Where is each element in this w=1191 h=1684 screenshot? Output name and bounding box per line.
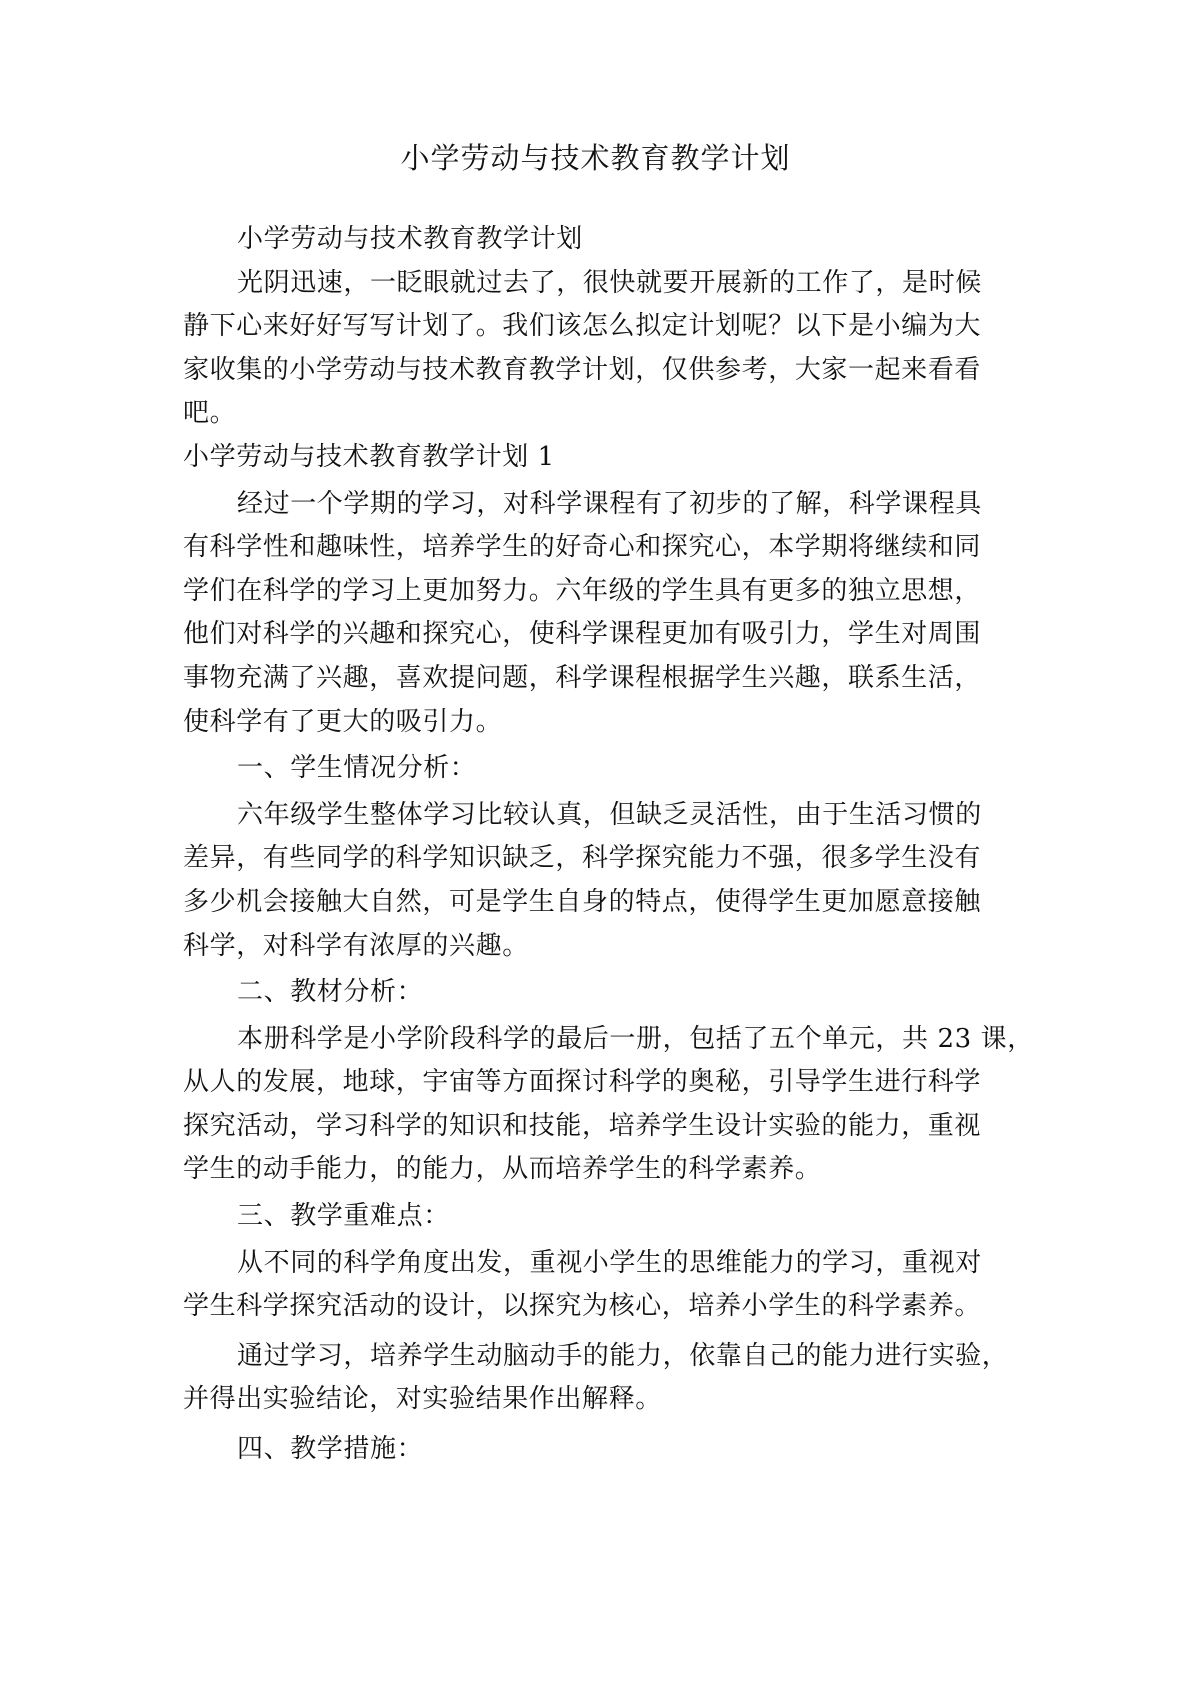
paragraph-line: 差异，有些同学的科学知识缺乏，科学探究能力不强，很多学生没有 xyxy=(183,843,982,874)
paragraph-line: 学生的动手能力，的能力，从而培养学生的科学素养。 xyxy=(183,1154,822,1185)
paragraph-line: 经过一个学期的学习，对科学课程有了初步的了解，科学课程具 xyxy=(237,488,982,519)
paragraph-line: 他们对科学的兴趣和探究心，使科学课程更加有吸引力，学生对周围 xyxy=(183,619,982,650)
paragraph-line: 静下心来好好写写计划了。我们该怎么拟定计划呢？以下是小编为大 xyxy=(183,311,982,342)
paragraph-line: 多少机会接触大自然，可是学生自身的特点，使得学生更加愿意接触 xyxy=(183,886,982,917)
subsection-heading: 一、学生情况分析： xyxy=(237,753,477,784)
intro-heading: 小学劳动与技术教育教学计划 xyxy=(237,224,583,254)
document-title: 小学劳动与技术教育教学计划 xyxy=(400,141,791,175)
paragraph-line: 探究活动，学习科学的知识和技能，培养学生设计实验的能力，重视 xyxy=(183,1110,982,1141)
paragraph-line: 科学，对科学有浓厚的兴趣。 xyxy=(183,930,529,961)
paragraph-line: 学生科学探究活动的设计，以探究为核心，培养小学生的科学素养。 xyxy=(183,1291,982,1322)
subsection-heading: 三、教学重难点： xyxy=(237,1201,450,1232)
paragraph-line: 光阴迅速，一眨眼就过去了，很快就要开展新的工作了，是时候 xyxy=(237,267,982,298)
subsection-heading: 二、教材分析： xyxy=(237,977,424,1008)
paragraph-line: 本册科学是小学阶段科学的最后一册，包括了五个单元，共 23 课， xyxy=(237,1023,1034,1054)
paragraph-line: 并得出实验结论，对实验结果作出解释。 xyxy=(183,1384,662,1415)
subsection-heading: 四、教学措施： xyxy=(237,1434,424,1465)
paragraph-line: 六年级学生整体学习比较认真，但缺乏灵活性，由于生活习惯的 xyxy=(237,799,982,830)
paragraph-line: 使科学有了更大的吸引力。 xyxy=(183,706,503,737)
paragraph-line: 通过学习，培养学生动脑动手的能力，依靠自己的能力进行实验， xyxy=(237,1340,1009,1371)
paragraph-line: 从人的发展，地球，宇宙等方面探讨科学的奥秘，引导学生进行科学 xyxy=(183,1067,982,1098)
paragraph-line: 吧。 xyxy=(183,398,237,429)
paragraph-line: 事物充满了兴趣，喜欢提问题，科学课程根据学生兴趣，联系生活， xyxy=(183,662,982,693)
section-heading: 小学劳动与技术教育教学计划 1 xyxy=(183,441,555,472)
paragraph-line: 学们在科学的学习上更加努力。六年级的学生具有更多的独立思想， xyxy=(183,575,982,606)
paragraph-line: 家收集的小学劳动与技术教育教学计划，仅供参考，大家一起来看看 xyxy=(183,354,982,385)
document-body xyxy=(183,218,1034,1472)
paragraph-line: 有科学性和趣味性，培养学生的好奇心和探究心，本学期将继续和同 xyxy=(183,532,982,563)
paragraph-line: 从不同的科学角度出发，重视小学生的思维能力的学习，重视对 xyxy=(237,1247,982,1278)
